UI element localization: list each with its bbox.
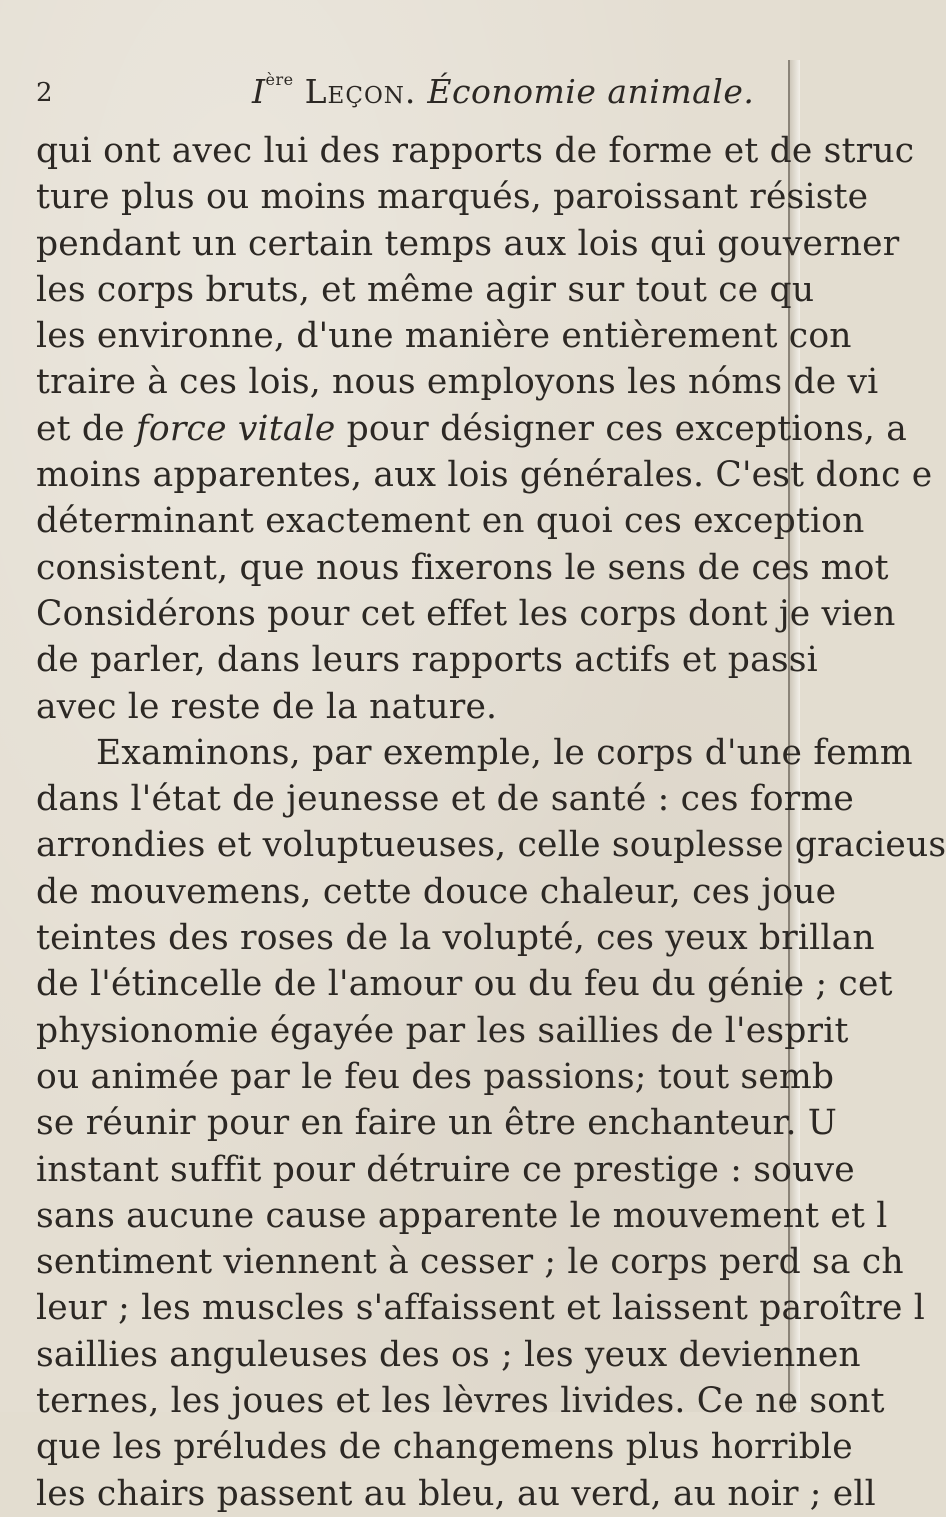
- text-line: ture plus ou moins marqués, paroissant résiste: [36, 177, 869, 218]
- text-segment: pour désigner ces exceptions, a: [335, 408, 907, 449]
- lesson-ordinal-suffix: ère: [265, 70, 294, 89]
- text-line: sans aucune cause apparente le mouvement et l: [36, 1195, 888, 1236]
- italic-term: force vitale: [135, 408, 336, 449]
- paragraph-start-line: Examinons, par exemple, le corps d'une femm: [96, 732, 913, 773]
- text-line: consistent, que nous fixerons le sens de ces mot: [36, 547, 889, 588]
- text-line: instant suffit pour détruire ce prestige : souve: [36, 1149, 855, 1190]
- text-line: les chairs passent au bleu, au verd, au noir ; ell: [36, 1473, 876, 1514]
- text-line: saillies anguleuses des os ; les yeux deviennen: [36, 1334, 861, 1375]
- text-line: dans l'état de jeunesse et de santé : ces forme: [36, 779, 854, 820]
- text-line: de parler, dans leurs rapports actifs et passi: [36, 640, 818, 681]
- text-line: traire à ces lois, nous employons les nóms de vi: [36, 362, 879, 403]
- text-line: de mouvemens, cette douce chaleur, ces joue: [36, 871, 837, 912]
- text-line: teintes des roses de la volupté, ces yeux brillan: [36, 918, 875, 959]
- text-line: ou animée par le feu des passions; tout semb: [36, 1056, 835, 1097]
- text-line: se réunir pour en faire un être enchanteur. U: [36, 1103, 838, 1144]
- text-line: leur ; les muscles s'affaissent et laissent paroître l: [36, 1288, 925, 1329]
- text-line: déterminant exactement en quoi ces exception: [36, 501, 865, 542]
- text-line: les corps bruts, et même agir sur tout ce qu: [36, 269, 815, 310]
- lesson-label: Leçon.: [304, 72, 417, 111]
- text-line: moins apparentes, aux lois générales. C'est donc e: [36, 455, 933, 496]
- text-line: pendant un certain temps aux lois qui gouverner: [36, 223, 900, 264]
- text-line: ternes, les joues et les lèvres livides. Ce ne sont: [36, 1381, 885, 1422]
- running-title: [252, 72, 754, 111]
- text-line: arrondies et voluptueuses, celle souplesse gracieus: [36, 825, 946, 866]
- text-line: physionomie égayée par les saillies de l'esprit: [36, 1010, 849, 1051]
- text-line: les environne, d'une manière entièrement con: [36, 316, 852, 357]
- text-line: sentiment viennent à cesser ; le corps perd sa ch: [36, 1242, 904, 1283]
- page-number: 2: [36, 78, 53, 108]
- text-line: que les préludes de changemens plus horrible: [36, 1427, 853, 1468]
- text-line: de l'étincelle de l'amour ou du feu du génie ; cet: [36, 964, 893, 1005]
- lesson-ordinal: I: [252, 72, 266, 111]
- text-line: [36, 406, 907, 452]
- text-line: avec le reste de la nature.: [36, 686, 498, 727]
- running-head: [36, 72, 776, 116]
- body-text: [36, 128, 946, 1517]
- text-line: Considérons pour cet effet les corps dont je vien: [36, 593, 896, 634]
- text-line: qui ont avec lui des rapports de forme et de struc: [36, 131, 915, 171]
- text-segment: et de: [36, 408, 136, 449]
- chapter-subject: Économie animale.: [427, 72, 755, 111]
